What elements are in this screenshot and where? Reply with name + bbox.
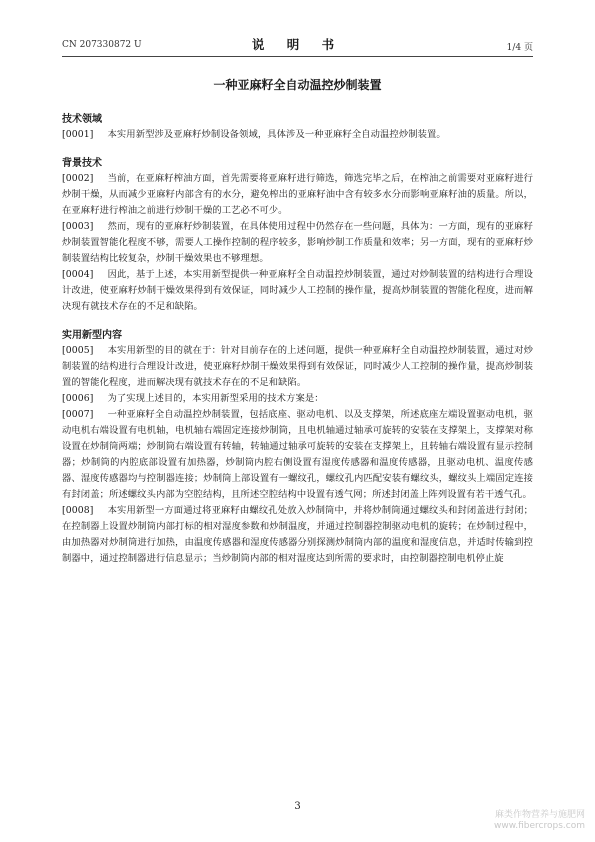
paragraph-number: [0008]: [62, 505, 94, 516]
watermark-url: www.fibercrops.com: [494, 821, 585, 831]
paragraph-text: 因此，基于上述，本实用新型提供一种亚麻籽全自动温控炒制装置，通过对炒制装置的结构进行合理设计改进，使亚麻籽炒制干燥效果得到有效保证，同时减少人工控制的操作量，提高炒制装置的智能化程度，进而解决现有就技术存在的不足和缺陷。: [62, 269, 533, 312]
section-heading-technical-field: 技术领域: [62, 114, 102, 125]
paragraph-number: [0004]: [62, 269, 94, 280]
document-body: [62, 112, 533, 567]
watermark: [494, 810, 585, 832]
paragraph-number: [0002]: [62, 173, 94, 184]
paragraph-number: [0006]: [62, 393, 94, 404]
watermark-site-name: 麻类作物营养与施肥网: [494, 810, 585, 820]
page-header: [62, 36, 533, 54]
paragraph: [62, 407, 533, 503]
paragraph-text: 为了实现上述目的，本实用新型采用的技术方案是：: [107, 393, 324, 404]
document-title: 一种亚麻籽全自动温控炒制装置: [213, 78, 382, 92]
paragraph-number: [0007]: [62, 409, 94, 420]
paragraph-text: 然而，现有的亚麻籽炒制装置，在具体使用过程中仍然存在一些问题，具体为：一方面，现有的亚麻籽炒制装置智能化程度不够，需要人工操作控制的程序较多，影响炒制工作质量和效率；另一方面，现有的亚麻籽炒制装置结构比较复杂，炒制干燥效果也不够理想。: [62, 221, 533, 264]
page-number: 3: [294, 801, 301, 812]
paragraph-text: 当前，在亚麻籽榨油方面，首先需要将亚麻籽进行筛选，筛选完毕之后，在榨油之前需要对亚麻籽进行炒制干燥，从而减少亚麻籽内部含有的水分，避免榨出的亚麻籽油中含有较多水分而影响亚麻籽油的质量。所以，在亚麻籽进行榨油之前进行炒制干燥的工艺必不可少。: [62, 173, 533, 216]
paragraph: [62, 343, 533, 391]
paragraph: [62, 219, 533, 267]
header-divider: [62, 56, 533, 57]
paragraph: [62, 171, 533, 219]
paragraph-text: 一种亚麻籽全自动温控炒制装置，包括底座、驱动电机、以及支撑架，所述底座左端设置驱动电机，驱动电机右端设置有电机轴，电机轴右端固定连接炒制筒，且电机轴通过轴承可旋转的安装在支撑架上，支撑架对称设置在炒制筒两端；炒制筒右端设置有转轴，转轴通过轴承可旋转的安装在支撑架上，且转轴右端设置有显示控制器；炒制筒的内腔底部设置有加热器，炒制筒内腔右侧设置有湿度传感器和温度传感器，且驱动电机、温度传感器、湿度传感器均与控制器连接；炒制筒上部设置有一螺纹孔，螺纹孔内匹配安装有螺纹头，螺纹头上端固定连接有封闭盖；所述螺纹头内部为空腔结构，且所述空腔结构中设置有透气网；所述封闭盖上阵列设置有若干透气孔。: [62, 409, 533, 500]
section-heading-content: 实用新型内容: [62, 330, 122, 341]
paragraph: [62, 503, 533, 567]
paragraph: [62, 127, 533, 143]
paragraph: [62, 267, 533, 315]
paragraph-text: 本实用新型涉及亚麻籽炒制设备领域，具体涉及一种亚麻籽全自动温控炒制装置。: [107, 129, 446, 140]
paragraph-number: [0005]: [62, 345, 94, 356]
paragraph-number: [0003]: [62, 221, 94, 232]
paragraph-number: [0001]: [62, 129, 94, 140]
patent-number: CN 207330872 U: [62, 40, 142, 50]
paragraph: [62, 391, 533, 407]
document-type: 说 明 书: [251, 37, 344, 52]
paragraph-text: 本实用新型一方面通过将亚麻籽由螺纹孔处放入炒制筒中，并将炒制筒通过螺纹头和封闭盖进行封闭；在控制器上设置炒制筒内部打标的相对湿度参数和炒制温度，并通过控制器控制驱动电机的旋转；在炒制过程中，由加热器对炒制筒进行加热，由温度传感器和湿度传感器分别探测炒制筒内部的温度和湿度信息，并适时传输到控制器中，通过控制器进行信息显示；当炒制筒内部的相对湿度达到所需的要求时，由控制器控制电机停止旋: [62, 505, 533, 564]
page-indicator: 1/4 页: [506, 43, 533, 53]
paragraph-text: 本实用新型的目的就在于：针对目前存在的上述问题，提供一种亚麻籽全自动温控炒制装置，通过对炒制装置的结构进行合理设计改进，使亚麻籽炒制干燥效果得到有效保证，同时减少人工控制的操作量，提高炒制装置的智能化程度，进而解决现有就技术存在的不足和缺陷。: [62, 345, 533, 388]
section-heading-background: 背景技术: [62, 158, 102, 169]
